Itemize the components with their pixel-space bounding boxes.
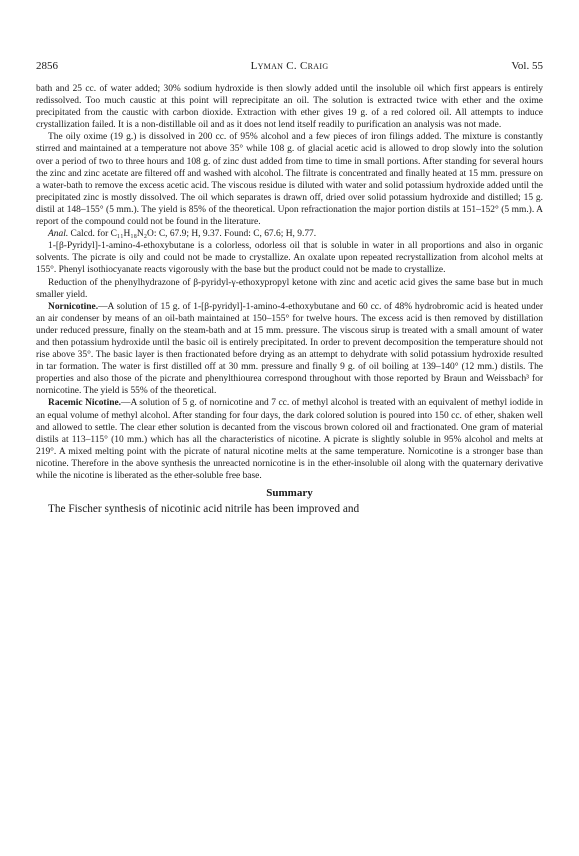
nornicotine-text: —A solution of 15 g. of 1-[β-pyridyl]-1-amino-4-ethoxybutane and 60 cc. of 48% hydrobromic acid is heated under an air condenser by means of an oil-bath maintained at 150–155° for twelve hours. The excess acid is then removed by distillation under reduced pressure, finally on the steam-bath and at 15 mm. pressure. The viscous sirup is treated with a small amount of water and then potassium hydroxide until the basic oil is entirely precipitated. In order to prevent decomposition the temperature should not rise above 35°. The basic layer is then fractionated before drying as an attempt to dehydrate with solid potassium hydroxide resulted in tar formation. The water is first distilled off at 30 mm. pressure and finally 9 g. of oil boiling at 139–140° (12 mm.) distils. The properties and also those of the picrate and phenylthiourea correspond throughout with those reported by Braun and Weissbach³ for nornicotine. The yield is 55% of the theoretical. — [36, 301, 543, 397]
running-head-author: Lyman C. Craig — [250, 60, 329, 72]
analysis-line — [36, 228, 543, 240]
page-header — [36, 60, 543, 74]
analysis-values: Calcd. for C₁₁H₁₈N₂O: C, 67.9; H, 9.37. Found: C, 67.6; H, 9.77. — [70, 229, 317, 240]
paragraph-racemic-nicotine — [36, 397, 543, 482]
racemic-nicotine-heading: Racemic Nicotine. — [48, 398, 121, 409]
paragraph-amine-properties: 1-[β-Pyridyl]-1-amino-4-ethoxybutane is a colorless, odorless oil that is soluble in water in all proportions and also in organic solvents. The picrate is oily and could not be made to crystallize. An oxalate upon repeated recrystallization from alcohol melts at 155°. Phenyl isothiocyanate reacts vigorously with the base but the product could not be made to crystallize. — [36, 241, 543, 276]
article-body — [36, 83, 543, 516]
paragraph-phenylhydrazone: Reduction of the phenylhydrazone of β-pyridyl-γ-ethoxypropyl ketone with zinc and acetic acid gives the same base but in much smaller yield. — [36, 277, 543, 300]
paragraph-oxime-preparation: bath and 25 cc. of water added; 30% sodium hydroxide is then slowly added until the insoluble oil which first appears is entirely redissolved. Too much caustic at this point will reprecipitate an oil. The solution is extracted twice with ether and the oxime precipitated from the caustic with carbon dioxide. Extraction with ether gives 19 g. of a red colored oil. All attempts to induce crystallization failed. It is a non-distillable oil and as it does not lend itself readily to purification an analysis was not made. — [36, 84, 543, 131]
racemic-nicotine-text: —A solution of 5 g. of nornicotine and 7 cc. of methyl alcohol is treated with an equivalent of methyl iodide in an equal volume of methyl alcohol. After standing for four days, the dark colored solution is poured into 150 cc. of ether, shaken well and allowed to settle. The clear ether solution is decanted from the viscous brown colored oil and fractionated. One gram of material distils at 113–115° (10 mm.) which has all the characteristics of nicotine. A picrate is slightly soluble in 95% alcohol and melts at 219°. A mixed melting point with the picrate of natural nicotine melts at the same temperature. Nornicotine is a stronger base than nicotine. Therefore in the above synthesis the unreacted nornicotine is in the ether-insoluble oil along with the quaternary derivative while the nicotine is liberated as the ether-soluble free base. — [36, 398, 543, 481]
nornicotine-heading: Nornicotine. — [48, 301, 99, 312]
paragraph-nornicotine — [36, 301, 543, 398]
page-number: 2856 — [36, 60, 58, 72]
volume-label: Vol. 55 — [511, 60, 543, 72]
paragraph-summary: The Fischer synthesis of nicotinic acid nitrile has been improved and — [48, 503, 360, 516]
summary-heading: Summary — [266, 487, 313, 500]
paragraph-reduction: The oily oxime (19 g.) is dissolved in 200 cc. of 95% alcohol and a few pieces of iron filings added. The mixture is constantly stirred and maintained at a temperature not above 35° while 108 g. of glacial acetic acid is allowed to drop slowly into the solution over a period of two to three hours and 108 g. of zinc dust added from time to time in small portions. After standing for several hours the zinc and zinc acetate are filtered off and washed with alcohol. The filtrate is concentrated and finally heated at 15 mm. pressure on a water-bath to remove the excess acetic acid. The viscous residue is diluted with water and solid potassium hydroxide added until the precipitated zinc is mostly dissolved. The oil which separates is drawn off, dried over solid potassium hydroxide and distilled; 15 g. distil at 148–155° (5 mm.). The yield is 85% of the theoretical. Upon refractionation the major portion distils at 151–152° (5 mm.). A report of the compound could not be found in the literature. — [36, 132, 543, 228]
analysis-label: Anal. — [48, 229, 69, 240]
